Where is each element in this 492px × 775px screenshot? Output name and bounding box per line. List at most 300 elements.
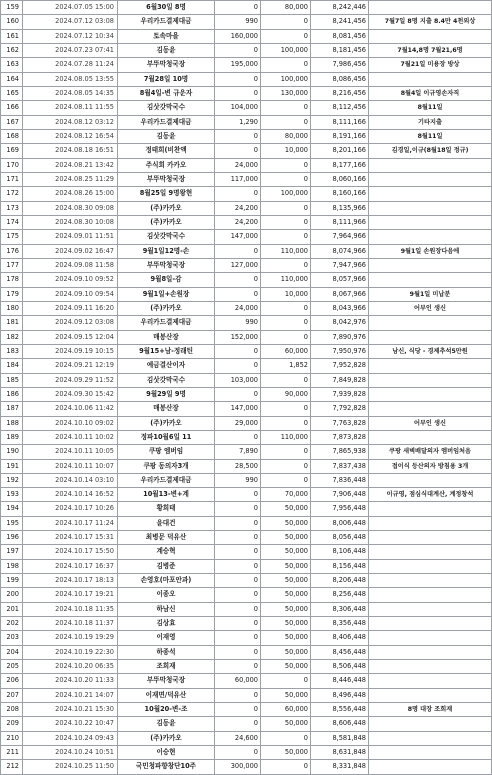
date-cell[interactable]: 2024.10.17 18:13 xyxy=(23,574,118,588)
name-cell[interactable]: (주)카카오 xyxy=(118,201,215,215)
date-cell[interactable]: 2024.10.17 19:21 xyxy=(23,588,118,602)
balance-cell[interactable]: 8,456,448 xyxy=(311,645,369,659)
withdrawal-cell[interactable]: 10,000 xyxy=(261,287,311,301)
memo-cell[interactable]: 기타지출 xyxy=(369,115,492,129)
withdrawal-cell[interactable]: 0 xyxy=(261,731,311,745)
memo-cell[interactable]: 8월11일 xyxy=(369,129,492,143)
table-row[interactable] xyxy=(1,215,492,229)
name-cell[interactable]: 10월20-변-조 xyxy=(118,703,215,717)
name-cell[interactable]: 황희태 xyxy=(118,502,215,516)
memo-cell[interactable] xyxy=(369,373,492,387)
date-cell[interactable]: 2024.07.12 03:08 xyxy=(23,15,118,29)
row-number-cell[interactable]: 170 xyxy=(1,158,23,172)
deposit-cell[interactable]: 0 xyxy=(215,559,261,573)
deposit-cell[interactable]: 24,200 xyxy=(215,215,261,229)
balance-cell[interactable]: 7,950,976 xyxy=(311,344,369,358)
name-cell[interactable]: 김삿갓막국수 xyxy=(118,101,215,115)
row-number-cell[interactable]: 178 xyxy=(1,273,23,287)
table-row[interactable] xyxy=(1,316,492,330)
table-row[interactable] xyxy=(1,760,492,774)
name-cell[interactable]: 김동윤 xyxy=(118,43,215,57)
name-cell[interactable]: 주식회 카카오 xyxy=(118,158,215,172)
withdrawal-cell[interactable]: 0 xyxy=(261,316,311,330)
memo-cell[interactable] xyxy=(369,258,492,272)
name-cell[interactable]: 부뚜막청국장 xyxy=(118,58,215,72)
balance-cell[interactable]: 8,216,456 xyxy=(311,86,369,100)
date-cell[interactable]: 2024.10.21 14:07 xyxy=(23,688,118,702)
date-cell[interactable]: 2024.10.20 11:33 xyxy=(23,674,118,688)
memo-cell[interactable] xyxy=(369,172,492,186)
balance-cell[interactable]: 8,331,848 xyxy=(311,760,369,774)
name-cell[interactable]: 정태희(비찬액 xyxy=(118,144,215,158)
balance-cell[interactable]: 8,242,446 xyxy=(311,1,369,15)
deposit-cell[interactable]: 0 xyxy=(215,273,261,287)
deposit-cell[interactable]: 24,600 xyxy=(215,731,261,745)
row-number-cell[interactable]: 164 xyxy=(1,72,23,86)
name-cell[interactable]: 9월15+남-정래틴 xyxy=(118,344,215,358)
table-row[interactable] xyxy=(1,574,492,588)
row-number-cell[interactable]: 203 xyxy=(1,631,23,645)
table-row[interactable] xyxy=(1,1,492,15)
withdrawal-cell[interactable]: 0 xyxy=(261,445,311,459)
withdrawal-cell[interactable]: 100,000 xyxy=(261,187,311,201)
memo-cell[interactable]: 어부인 생신 xyxy=(369,301,492,315)
balance-cell[interactable]: 8,406,448 xyxy=(311,631,369,645)
name-cell[interactable]: 9월1일12명-손 xyxy=(118,244,215,258)
row-number-cell[interactable]: 212 xyxy=(1,760,23,774)
memo-cell[interactable] xyxy=(369,602,492,616)
date-cell[interactable]: 2024.10.24 09:43 xyxy=(23,731,118,745)
withdrawal-cell[interactable]: 0 xyxy=(261,459,311,473)
balance-cell[interactable]: 7,837,438 xyxy=(311,459,369,473)
deposit-cell[interactable]: 127,000 xyxy=(215,258,261,272)
row-number-cell[interactable]: 165 xyxy=(1,86,23,100)
date-cell[interactable]: 2024.09.01 11:51 xyxy=(23,230,118,244)
date-cell[interactable]: 2024.10.25 11:50 xyxy=(23,760,118,774)
name-cell[interactable]: 김상효 xyxy=(118,617,215,631)
deposit-cell[interactable]: 0 xyxy=(215,531,261,545)
table-row[interactable] xyxy=(1,717,492,731)
table-row[interactable] xyxy=(1,273,492,287)
balance-cell[interactable]: 8,043,966 xyxy=(311,301,369,315)
withdrawal-cell[interactable]: 130,000 xyxy=(261,86,311,100)
date-cell[interactable]: 2024.09.10 09:52 xyxy=(23,273,118,287)
withdrawal-cell[interactable]: 50,000 xyxy=(261,531,311,545)
row-number-cell[interactable]: 184 xyxy=(1,359,23,373)
table-row[interactable] xyxy=(1,15,492,29)
row-number-cell[interactable]: 171 xyxy=(1,172,23,186)
name-cell[interactable]: (주)카카오 xyxy=(118,731,215,745)
balance-cell[interactable]: 8,042,976 xyxy=(311,316,369,330)
memo-cell[interactable] xyxy=(369,746,492,760)
deposit-cell[interactable]: 0 xyxy=(215,287,261,301)
memo-cell[interactable] xyxy=(369,72,492,86)
row-number-cell[interactable]: 161 xyxy=(1,29,23,43)
deposit-cell[interactable]: 1,290 xyxy=(215,115,261,129)
name-cell[interactable]: 매봉산장 xyxy=(118,330,215,344)
memo-cell[interactable]: 7월21일 미용장 방상 xyxy=(369,58,492,72)
memo-cell[interactable]: 남신, 식당 - 경제추석5만원 xyxy=(369,344,492,358)
memo-cell[interactable] xyxy=(369,1,492,15)
row-number-cell[interactable]: 180 xyxy=(1,301,23,315)
memo-cell[interactable] xyxy=(369,330,492,344)
row-number-cell[interactable]: 200 xyxy=(1,588,23,602)
memo-cell[interactable] xyxy=(369,29,492,43)
table-row[interactable] xyxy=(1,588,492,602)
row-number-cell[interactable]: 187 xyxy=(1,402,23,416)
table-row[interactable] xyxy=(1,645,492,659)
row-number-cell[interactable]: 192 xyxy=(1,473,23,487)
date-cell[interactable]: 2024.10.06 11:42 xyxy=(23,402,118,416)
name-cell[interactable]: 부뚜막청국장 xyxy=(118,674,215,688)
balance-cell[interactable]: 8,111,166 xyxy=(311,115,369,129)
balance-cell[interactable]: 7,849,828 xyxy=(311,373,369,387)
table-row[interactable] xyxy=(1,101,492,115)
table-row[interactable] xyxy=(1,144,492,158)
table-row[interactable] xyxy=(1,230,492,244)
name-cell[interactable]: 김삿갓막국수 xyxy=(118,373,215,387)
withdrawal-cell[interactable]: 50,000 xyxy=(261,631,311,645)
table-row[interactable] xyxy=(1,387,492,401)
memo-cell[interactable] xyxy=(369,187,492,201)
row-number-cell[interactable]: 205 xyxy=(1,660,23,674)
row-number-cell[interactable]: 206 xyxy=(1,674,23,688)
row-number-cell[interactable]: 197 xyxy=(1,545,23,559)
row-number-cell[interactable]: 209 xyxy=(1,717,23,731)
balance-cell[interactable]: 7,763,828 xyxy=(311,416,369,430)
row-number-cell[interactable]: 211 xyxy=(1,746,23,760)
table-row[interactable] xyxy=(1,402,492,416)
deposit-cell[interactable]: 0 xyxy=(215,703,261,717)
date-cell[interactable]: 2024.10.17 10:26 xyxy=(23,502,118,516)
withdrawal-cell[interactable]: 100,000 xyxy=(261,43,311,57)
name-cell[interactable]: 이승현 xyxy=(118,746,215,760)
balance-cell[interactable]: 8,112,456 xyxy=(311,101,369,115)
memo-cell[interactable]: 8월11일 xyxy=(369,101,492,115)
balance-cell[interactable]: 8,156,448 xyxy=(311,559,369,573)
memo-cell[interactable]: 9월1일 손원장다음에 xyxy=(369,244,492,258)
deposit-cell[interactable]: 0 xyxy=(215,43,261,57)
balance-cell[interactable]: 8,106,448 xyxy=(311,545,369,559)
balance-cell[interactable]: 8,074,966 xyxy=(311,244,369,258)
memo-cell[interactable] xyxy=(369,588,492,602)
name-cell[interactable]: (주)카카오 xyxy=(118,215,215,229)
withdrawal-cell[interactable]: 0 xyxy=(261,29,311,43)
row-number-cell[interactable]: 179 xyxy=(1,287,23,301)
withdrawal-cell[interactable]: 0 xyxy=(261,158,311,172)
table-row[interactable] xyxy=(1,344,492,358)
balance-cell[interactable]: 8,306,448 xyxy=(311,602,369,616)
balance-cell[interactable]: 8,177,166 xyxy=(311,158,369,172)
balance-cell[interactable]: 7,939,828 xyxy=(311,387,369,401)
table-row[interactable] xyxy=(1,660,492,674)
name-cell[interactable]: 부뚜막청국장 xyxy=(118,258,215,272)
withdrawal-cell[interactable]: 50,000 xyxy=(261,660,311,674)
memo-cell[interactable] xyxy=(369,516,492,530)
memo-cell[interactable] xyxy=(369,617,492,631)
row-number-cell[interactable]: 173 xyxy=(1,201,23,215)
date-cell[interactable]: 2024.07.05 15:00 xyxy=(23,1,118,15)
deposit-cell[interactable]: 0 xyxy=(215,602,261,616)
balance-cell[interactable]: 8,191,166 xyxy=(311,129,369,143)
withdrawal-cell[interactable]: 1,852 xyxy=(261,359,311,373)
withdrawal-cell[interactable]: 0 xyxy=(261,101,311,115)
name-cell[interactable]: 국민청파향창단10주 xyxy=(118,760,215,774)
row-number-cell[interactable]: 159 xyxy=(1,1,23,15)
name-cell[interactable]: 토속마을 xyxy=(118,29,215,43)
deposit-cell[interactable]: 24,000 xyxy=(215,301,261,315)
deposit-cell[interactable]: 28,500 xyxy=(215,459,261,473)
deposit-cell[interactable]: 7,890 xyxy=(215,445,261,459)
deposit-cell[interactable]: 0 xyxy=(215,430,261,444)
date-cell[interactable]: 2024.10.17 15:50 xyxy=(23,545,118,559)
date-cell[interactable]: 2024.08.05 14:35 xyxy=(23,86,118,100)
row-number-cell[interactable]: 167 xyxy=(1,115,23,129)
table-row[interactable] xyxy=(1,516,492,530)
name-cell[interactable]: 8월4일-변 규운자 xyxy=(118,86,215,100)
balance-cell[interactable]: 7,947,966 xyxy=(311,258,369,272)
balance-cell[interactable]: 8,506,448 xyxy=(311,660,369,674)
table-row[interactable] xyxy=(1,559,492,573)
row-number-cell[interactable]: 160 xyxy=(1,15,23,29)
withdrawal-cell[interactable]: 80,000 xyxy=(261,129,311,143)
memo-cell[interactable] xyxy=(369,674,492,688)
date-cell[interactable]: 2024.08.12 03:12 xyxy=(23,115,118,129)
balance-cell[interactable]: 7,952,828 xyxy=(311,359,369,373)
withdrawal-cell[interactable]: 50,000 xyxy=(261,617,311,631)
memo-cell[interactable] xyxy=(369,402,492,416)
row-number-cell[interactable]: 189 xyxy=(1,430,23,444)
name-cell[interactable]: 최병문 덕유산 xyxy=(118,531,215,545)
memo-cell[interactable] xyxy=(369,473,492,487)
balance-cell[interactable]: 8,006,448 xyxy=(311,516,369,530)
name-cell[interactable]: 매봉산장 xyxy=(118,402,215,416)
balance-cell[interactable]: 8,160,166 xyxy=(311,187,369,201)
table-row[interactable] xyxy=(1,129,492,143)
row-number-cell[interactable]: 204 xyxy=(1,645,23,659)
withdrawal-cell[interactable]: 0 xyxy=(261,330,311,344)
row-number-cell[interactable]: 201 xyxy=(1,602,23,616)
date-cell[interactable]: 2024.09.19 10:15 xyxy=(23,344,118,358)
memo-cell[interactable] xyxy=(369,531,492,545)
deposit-cell[interactable]: 0 xyxy=(215,660,261,674)
table-row[interactable] xyxy=(1,531,492,545)
memo-cell[interactable] xyxy=(369,760,492,774)
row-number-cell[interactable]: 182 xyxy=(1,330,23,344)
row-number-cell[interactable]: 169 xyxy=(1,144,23,158)
row-number-cell[interactable]: 168 xyxy=(1,129,23,143)
deposit-cell[interactable]: 147,000 xyxy=(215,230,261,244)
deposit-cell[interactable]: 0 xyxy=(215,129,261,143)
deposit-cell[interactable]: 0 xyxy=(215,617,261,631)
date-cell[interactable]: 2024.10.11 10:07 xyxy=(23,459,118,473)
date-cell[interactable]: 2024.10.10 09:02 xyxy=(23,416,118,430)
withdrawal-cell[interactable]: 70,000 xyxy=(261,488,311,502)
withdrawal-cell[interactable]: 90,000 xyxy=(261,387,311,401)
date-cell[interactable]: 2024.10.11 10:05 xyxy=(23,445,118,459)
table-row[interactable] xyxy=(1,688,492,702)
name-cell[interactable]: 9월1일+손원장 xyxy=(118,287,215,301)
withdrawal-cell[interactable]: 0 xyxy=(261,373,311,387)
balance-cell[interactable]: 8,446,448 xyxy=(311,674,369,688)
date-cell[interactable]: 2024.10.17 11:24 xyxy=(23,516,118,530)
table-row[interactable] xyxy=(1,330,492,344)
date-cell[interactable]: 2024.10.11 10:02 xyxy=(23,430,118,444)
table-row[interactable] xyxy=(1,43,492,57)
date-cell[interactable]: 2024.08.05 13:55 xyxy=(23,72,118,86)
date-cell[interactable]: 2024.08.21 13:42 xyxy=(23,158,118,172)
row-number-cell[interactable]: 166 xyxy=(1,101,23,115)
withdrawal-cell[interactable]: 60,000 xyxy=(261,344,311,358)
withdrawal-cell[interactable]: 50,000 xyxy=(261,516,311,530)
deposit-cell[interactable]: 152,000 xyxy=(215,330,261,344)
date-cell[interactable]: 2024.10.19 19:29 xyxy=(23,631,118,645)
withdrawal-cell[interactable]: 10,000 xyxy=(261,144,311,158)
deposit-cell[interactable]: 300,000 xyxy=(215,760,261,774)
date-cell[interactable]: 2024.10.17 16:37 xyxy=(23,559,118,573)
memo-cell[interactable] xyxy=(369,631,492,645)
deposit-cell[interactable]: 0 xyxy=(215,144,261,158)
balance-cell[interactable]: 8,496,448 xyxy=(311,688,369,702)
deposit-cell[interactable]: 990 xyxy=(215,316,261,330)
withdrawal-cell[interactable]: 80,000 xyxy=(261,1,311,15)
name-cell[interactable]: 부뚜막청국장 xyxy=(118,172,215,186)
balance-cell[interactable]: 8,135,966 xyxy=(311,201,369,215)
memo-cell[interactable] xyxy=(369,430,492,444)
table-row[interactable] xyxy=(1,287,492,301)
memo-cell[interactable]: 어부인 생신 xyxy=(369,416,492,430)
date-cell[interactable]: 2024.07.23 07:41 xyxy=(23,43,118,57)
withdrawal-cell[interactable]: 0 xyxy=(261,416,311,430)
table-row[interactable] xyxy=(1,473,492,487)
balance-cell[interactable]: 7,865,938 xyxy=(311,445,369,459)
table-row[interactable] xyxy=(1,459,492,473)
name-cell[interactable]: 이재영 xyxy=(118,631,215,645)
withdrawal-cell[interactable]: 0 xyxy=(261,230,311,244)
deposit-cell[interactable]: 0 xyxy=(215,488,261,502)
name-cell[interactable]: 8월25일 9명왕현 xyxy=(118,187,215,201)
memo-cell[interactable] xyxy=(369,645,492,659)
memo-cell[interactable] xyxy=(369,215,492,229)
deposit-cell[interactable]: 0 xyxy=(215,387,261,401)
balance-cell[interactable]: 8,081,456 xyxy=(311,29,369,43)
withdrawal-cell[interactable]: 50,000 xyxy=(261,717,311,731)
date-cell[interactable]: 2024.09.10 09:54 xyxy=(23,287,118,301)
table-row[interactable] xyxy=(1,359,492,373)
withdrawal-cell[interactable]: 50,000 xyxy=(261,574,311,588)
name-cell[interactable]: 6월30일 8명 xyxy=(118,1,215,15)
row-number-cell[interactable]: 210 xyxy=(1,731,23,745)
balance-cell[interactable]: 8,356,448 xyxy=(311,617,369,631)
withdrawal-cell[interactable]: 0 xyxy=(261,674,311,688)
name-cell[interactable]: 쿠팡 엠버임 xyxy=(118,445,215,459)
deposit-cell[interactable]: 0 xyxy=(215,72,261,86)
deposit-cell[interactable]: 990 xyxy=(215,473,261,487)
name-cell[interactable]: 우리카드결제대금 xyxy=(118,316,215,330)
row-number-cell[interactable]: 208 xyxy=(1,703,23,717)
date-cell[interactable]: 2024.09.15 12:04 xyxy=(23,330,118,344)
withdrawal-cell[interactable]: 60,000 xyxy=(261,703,311,717)
deposit-cell[interactable]: 0 xyxy=(215,344,261,358)
date-cell[interactable]: 2024.09.08 11:58 xyxy=(23,258,118,272)
memo-cell[interactable]: 7월7일 8명 지출 8.4만 4천외상 xyxy=(369,15,492,29)
name-cell[interactable]: 이종오 xyxy=(118,588,215,602)
withdrawal-cell[interactable]: 0 xyxy=(261,201,311,215)
withdrawal-cell[interactable]: 0 xyxy=(261,172,311,186)
withdrawal-cell[interactable]: 0 xyxy=(261,215,311,229)
date-cell[interactable]: 2024.08.30 09:08 xyxy=(23,201,118,215)
date-cell[interactable]: 2024.08.30 10:08 xyxy=(23,215,118,229)
balance-cell[interactable]: 8,060,166 xyxy=(311,172,369,186)
memo-cell[interactable] xyxy=(369,545,492,559)
table-row[interactable] xyxy=(1,258,492,272)
withdrawal-cell[interactable]: 0 xyxy=(261,301,311,315)
memo-cell[interactable] xyxy=(369,359,492,373)
withdrawal-cell[interactable]: 50,000 xyxy=(261,502,311,516)
balance-cell[interactable]: 7,836,448 xyxy=(311,473,369,487)
date-cell[interactable]: 2024.08.11 11:55 xyxy=(23,101,118,115)
balance-cell[interactable]: 8,067,966 xyxy=(311,287,369,301)
table-row[interactable] xyxy=(1,631,492,645)
deposit-cell[interactable]: 0 xyxy=(215,86,261,100)
withdrawal-cell[interactable]: 50,000 xyxy=(261,645,311,659)
name-cell[interactable]: 쿠팡 동의자3개 xyxy=(118,459,215,473)
name-cell[interactable]: 조희재 xyxy=(118,660,215,674)
deposit-cell[interactable]: 0 xyxy=(215,545,261,559)
name-cell[interactable]: 9월29일 9명 xyxy=(118,387,215,401)
deposit-cell[interactable]: 0 xyxy=(215,1,261,15)
date-cell[interactable]: 2024.09.29 11:52 xyxy=(23,373,118,387)
balance-cell[interactable]: 8,057,966 xyxy=(311,273,369,287)
date-cell[interactable]: 2024.09.30 15:42 xyxy=(23,387,118,401)
memo-cell[interactable] xyxy=(369,158,492,172)
deposit-cell[interactable]: 0 xyxy=(215,244,261,258)
withdrawal-cell[interactable]: 50,000 xyxy=(261,545,311,559)
name-cell[interactable]: 10월13-변+계 xyxy=(118,488,215,502)
balance-cell[interactable]: 8,206,448 xyxy=(311,574,369,588)
row-number-cell[interactable]: 174 xyxy=(1,215,23,229)
deposit-cell[interactable]: 104,000 xyxy=(215,101,261,115)
withdrawal-cell[interactable]: 110,000 xyxy=(261,430,311,444)
table-row[interactable] xyxy=(1,187,492,201)
deposit-cell[interactable]: 0 xyxy=(215,688,261,702)
name-cell[interactable]: (주)카카오 xyxy=(118,301,215,315)
row-number-cell[interactable]: 207 xyxy=(1,688,23,702)
name-cell[interactable]: 김동윤 xyxy=(118,717,215,731)
memo-cell[interactable]: 8월4일 이규영손자직 xyxy=(369,86,492,100)
table-row[interactable] xyxy=(1,674,492,688)
deposit-cell[interactable]: 0 xyxy=(215,588,261,602)
balance-cell[interactable]: 7,956,448 xyxy=(311,502,369,516)
balance-cell[interactable]: 7,890,976 xyxy=(311,330,369,344)
name-cell[interactable]: 이재면/덕유산 xyxy=(118,688,215,702)
memo-cell[interactable] xyxy=(369,717,492,731)
name-cell[interactable]: 우리카드결제대금 xyxy=(118,15,215,29)
deposit-cell[interactable]: 24,000 xyxy=(215,158,261,172)
table-row[interactable] xyxy=(1,86,492,100)
date-cell[interactable]: 2024.10.20 06:35 xyxy=(23,660,118,674)
table-row[interactable] xyxy=(1,430,492,444)
memo-cell[interactable]: 7월14,8명 7월21,6명 xyxy=(369,43,492,57)
memo-cell[interactable]: 접이식 등산의자 방침용 3개 xyxy=(369,459,492,473)
memo-cell[interactable] xyxy=(369,387,492,401)
name-cell[interactable]: 9월8일-감 xyxy=(118,273,215,287)
name-cell[interactable]: 정파10월6일 11 xyxy=(118,430,215,444)
table-row[interactable] xyxy=(1,373,492,387)
row-number-cell[interactable]: 163 xyxy=(1,58,23,72)
deposit-cell[interactable]: 147,000 xyxy=(215,402,261,416)
deposit-cell[interactable]: 103,000 xyxy=(215,373,261,387)
